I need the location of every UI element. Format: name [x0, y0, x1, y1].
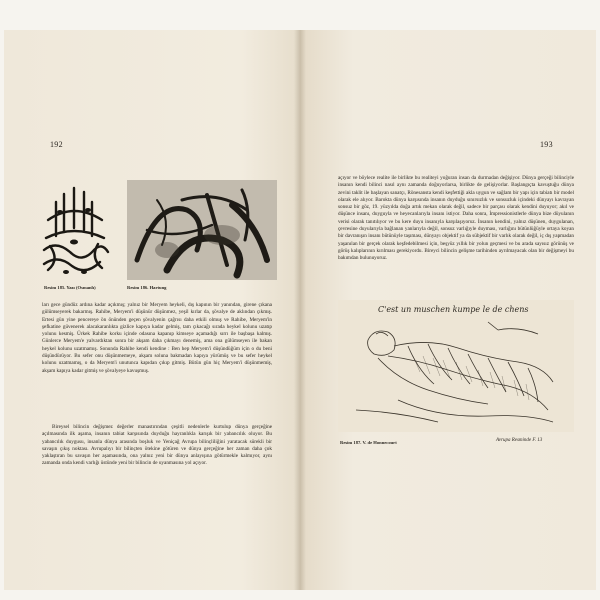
- figure-187-caption: Resim 187. V. de Honnecourt: [340, 440, 397, 445]
- honnecourt-drawing-image: [338, 300, 574, 432]
- book-gutter: [294, 30, 306, 590]
- left-paragraph-1: ları gece gündüz ardına kadar açıkmış; yalnız bir Meryem heykeli, dış kapının bir yanından, girene çıkana gülümseyerek bakarmış. Rahibe, Meryem'i düşünür düşünmez, yeşil kırlar da, şövalye de aklından çıkmış. Ertesi gün yine pencereye ön önünden geçen şövalyenin çağrısı daha etkili olmuş ve Rahibe, Meryem'in şefkatine güvenerek alacakaranlıkta gizlice kapıya kadar gelmiş, tam çıkacağı sırada heykel kolunu uzatıp yolunu kesmiş. Ürkek Rahibe korku içinde odasına kapanıp kimseye açamadığı sırrı ile başbaşa kalmış. Günlerce Meryem'e yalvardıktan sonra bir akşam daha çıkmayı denemiş, ama ona gülümseyen ile bakan heykel kolunu uzatmamış. Sonunda Rahibe kendi kendine : Ben hep Meryem'i düşündüğüm için o du beni düşündürüyor. Bu sefer onu düşünmemeye, akşam soluna bakmadan kapıya yürümüş ve bu sefer heykel kolunu uzatmamış, o da Meryem'i unutunca kapıdan çıkıp gitmiş. Bütün gün hiç Meryem'i düşünmemiş, akşam kapıya kadar gitmiş ve şövalyeye kavuşmuş.: [42, 302, 272, 374]
- figure-185-caption: Resim 185. Yazı (Osmanlı): [44, 285, 96, 290]
- hartung-painting-image: [127, 180, 277, 280]
- book-spread: [4, 30, 596, 590]
- ottoman-calligraphy-image: [36, 180, 114, 280]
- figure-186-caption: Resim 186. Hartung: [127, 285, 167, 290]
- left-paragraph-2: Bireysel bilincin değişmez değerler manastırından çeşitli nedenlerle kurtulup dünya gerçeğine açılmasında ilk aşama, insanın tabiat karşısında duyduğu hayranlıkla karışık bir yabancılık oluyor. Bu yabancılık duygusu, insanla dünya arasında boşluk ve Yeniçağ Avrupa bilinçliliğini yaratacak sürekli bir savaşın çıkış noktası. Avrupalıyı bir bilinçten ötekine götüren ve dünya gerçeğine her zaman daha çok yaklaştıran bu savaşın her aşamasında, ona yalnız yeni bir dünya anlayışına götürmekle kalmıyor, aynı zamanda onda kendi varlığı üstünde yeni bir bilincin de uyanmasına yol açıyor.: [42, 424, 272, 467]
- page-footer-note: Avrupa Resminde F. 13: [496, 438, 543, 443]
- right-page: [300, 30, 596, 590]
- page-number-left: 192: [50, 140, 63, 149]
- drawing-inscription: C'est un muschen kumpe le de chens: [378, 305, 529, 314]
- page-number-right: 193: [540, 140, 553, 149]
- left-page: [4, 30, 300, 590]
- right-paragraph-1: açıyor ve böylece realite ile birlikte bu realiteyi yoğuran insan da durmadan değişiyor. Dünya gerçeği bilinciyle insanın kendi bilinci nasıl aynı zamanda doğuyorlarsa, birlikte de gelişiyorlar. Başlangıçta kavuştuğu dünya zevini taklit ile başlayan sanatçı, Rönesansta kendi keşfettiği akla uygun ve sağlam bir yapı için tabiatı bir model olarak ele alıyor. Barokta dünya karşısında insanın duyduğu sınırsızlık ve sonsuzluk içindeki dünyayı kavrayan sonsuz bir göz, 19. yüzyılda doğa artık mekan olarak değil, sadece bir parçası olarak kendini duyuyor; akıl ve düşünce insanı, duyguyla ve heyecanlarıyla insanı istiyor. Daha sonra, İmpressionistlerle dünya bize düyulanın verisi olarak tanıtılıyor ve bu kere duyu insanıyla karşılaşıyoruz. İnsanın kendini, yalnız düşünen, duygulanan, çevresine duyularıyla bağlanan yanlarıyla değil, sonsuz varlığıyle duyması, varlığını bütünlüğüyle ortaya koyan bir davranışın insanı bütünüyle taşıması, dünyayı objektif ya da sübjektif bir varlık olarak değil, iç dış yapmadan yaşanılan bir gerçek olarak keşfedebilmesi için, beşyüz yıllık bir yolun geçmesi ve bu arada sayısız görünüş ve görüş kalıplarının kırılması gerekiyordu. Bireyci bilincin gelişme tarihinden ayrılmayacak olan bir değişmeyi bu bakımdan bulunuyoruz.: [338, 175, 574, 262]
